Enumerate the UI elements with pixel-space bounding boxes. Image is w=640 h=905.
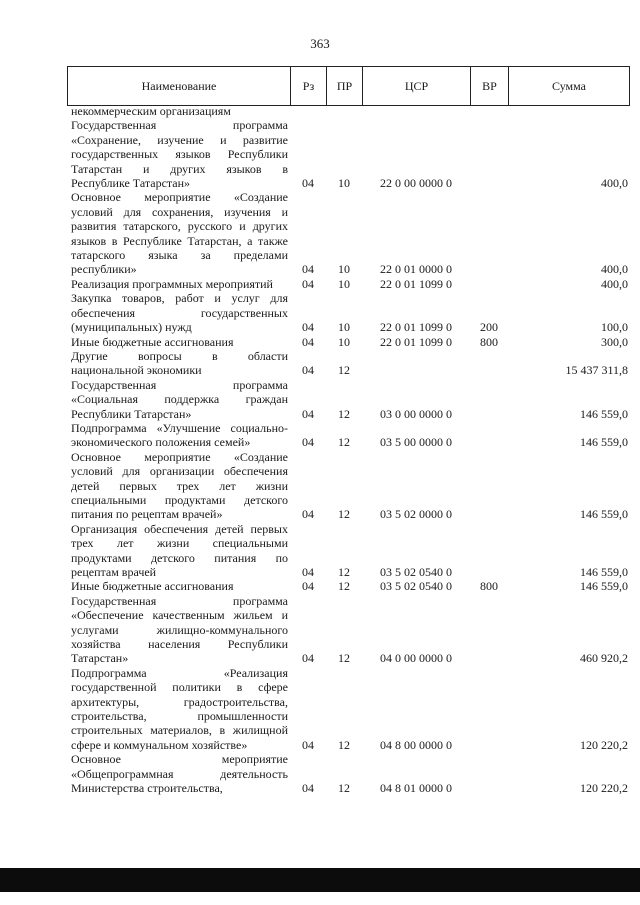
- row-name-line: Основное мероприятие: [71, 752, 288, 767]
- page-number: 363: [310, 36, 330, 51]
- row-name-line: услугами жилищно-коммунального: [71, 622, 288, 637]
- row-name: [67, 666, 290, 752]
- row-name-line: Республики Татарстан»: [71, 406, 192, 421]
- table-row: [67, 594, 630, 666]
- row-sum: 146 559,0: [580, 565, 628, 579]
- table-row: [67, 666, 630, 752]
- row-name: [67, 118, 290, 190]
- row-name-line: Основное мероприятие «Создание: [71, 449, 288, 464]
- row-sum: 146 559,0: [580, 406, 628, 421]
- row-pr: 10: [338, 320, 350, 335]
- row-name: [67, 378, 290, 421]
- row-vr: 800: [480, 579, 498, 594]
- row-name-line: «Сохранение, изучение и развитие: [71, 132, 288, 147]
- row-rz: 04: [302, 406, 314, 421]
- row-name-line: рецептам врачей: [71, 565, 157, 579]
- row-name-line: «Общепрограммная деятельность: [71, 766, 288, 781]
- row-rz: 04: [302, 334, 314, 349]
- row-name-line: условий для сохранения, изучения и: [71, 204, 288, 219]
- row-sum: 15 437 311,8: [565, 363, 628, 378]
- row-name: [67, 421, 290, 450]
- row-name-line: Закупка товаров, работ и услуг для: [71, 291, 288, 306]
- row-vr: 800: [480, 334, 498, 349]
- row-pr: 12: [338, 435, 350, 450]
- row-pr: 10: [338, 334, 350, 349]
- row-name-line: развития татарского, русского и других: [71, 219, 288, 234]
- row-name-line: Организация обеспечения детей первых: [71, 521, 288, 536]
- row-pr: 12: [338, 651, 350, 666]
- row-rz: 04: [302, 176, 314, 191]
- row-csr: 22 0 01 1099 0: [380, 276, 452, 291]
- row-sum: 146 559,0: [580, 507, 628, 522]
- row-csr: 03 5 00 0000 0: [380, 435, 452, 450]
- row-name-line: обеспечения государственных: [71, 305, 288, 320]
- row-sum: 400,0: [601, 276, 628, 291]
- row-pr: 12: [338, 406, 350, 421]
- header-rz: Рз: [291, 67, 327, 106]
- row-name-line: хозяйства населения Республики: [71, 637, 288, 652]
- header-sum: Сумма: [509, 67, 630, 106]
- row-rz: 04: [302, 579, 314, 594]
- row-sum: 300,0: [601, 334, 628, 349]
- row-sum: 120 220,2: [580, 737, 628, 752]
- table-row: [67, 752, 630, 795]
- row-csr: 03 5 02 0540 0: [380, 565, 452, 579]
- row-pr: 10: [338, 262, 350, 277]
- row-name-line: питания по рецептам врачей»: [71, 507, 223, 522]
- row-name-line: Министерства строительства,: [71, 781, 223, 796]
- row-csr: 04 0 00 0000 0: [380, 651, 452, 666]
- row-rz: 04: [302, 363, 314, 378]
- row-name: [67, 450, 290, 522]
- row-vr: 200: [480, 320, 498, 335]
- row-name-line: Реализация программных мероприятий: [71, 276, 273, 291]
- row-name-line: детей первых трех лет жизни: [71, 478, 288, 493]
- row-rz: 04: [302, 781, 314, 796]
- table-row: [67, 277, 630, 291]
- scan-bottom-edge: [0, 868, 640, 892]
- row-rz: 04: [302, 262, 314, 277]
- row-name: [67, 522, 290, 580]
- row-pr: 10: [338, 176, 350, 191]
- row-pr: 12: [338, 781, 350, 796]
- row-csr: 22 0 00 0000 0: [380, 176, 452, 191]
- row-name-line: Государственная программа: [71, 377, 288, 392]
- row-sum: 146 559,0: [580, 435, 628, 450]
- table-row: [67, 104, 630, 118]
- row-name-line: Государственная программа: [71, 118, 288, 133]
- table-row: [67, 291, 630, 334]
- row-pr: 10: [338, 276, 350, 291]
- row-sum: 400,0: [601, 262, 628, 277]
- row-name: [67, 349, 290, 378]
- row-name-line: Татарстан»: [71, 651, 129, 666]
- row-rz: 04: [302, 435, 314, 450]
- row-name-line: республики»: [71, 262, 137, 277]
- row-sum: 400,0: [601, 176, 628, 191]
- row-sum: 146 559,0: [580, 579, 628, 594]
- row-name-line: продуктами детского питания по: [71, 550, 288, 565]
- table-row: [67, 349, 630, 378]
- row-sum: 460 920,2: [580, 651, 628, 666]
- row-name-line: Татарстан и других языков в: [71, 161, 288, 176]
- row-name-line: условий для организации обеспечения: [71, 464, 288, 479]
- row-pr: 12: [338, 565, 350, 579]
- row-name-line: татарского языка за пределами: [71, 248, 288, 263]
- table-row: [67, 522, 630, 580]
- row-rz: 04: [302, 320, 314, 335]
- budget-table-body: [67, 104, 630, 796]
- row-name-line: Иные бюджетные ассигнования: [71, 579, 234, 594]
- row-name: [67, 277, 290, 291]
- row-name-line: государственной политики в сфере: [71, 680, 288, 695]
- row-name-line: Республике Татарстан»: [71, 176, 191, 191]
- row-name-line: архитектуры, градостроительства,: [71, 694, 288, 709]
- row-name-line: Другие вопросы в области: [71, 348, 288, 363]
- row-name-line: Основное мероприятие «Создание: [71, 190, 288, 205]
- row-name-line: Иные бюджетные ассигнования: [71, 334, 234, 349]
- row-name: [67, 291, 290, 334]
- row-name-line: (муниципальных) нужд: [71, 320, 192, 335]
- header-name: Наименование: [68, 67, 291, 106]
- row-rz: 04: [302, 276, 314, 291]
- row-name: [67, 335, 290, 349]
- table-row: [67, 118, 630, 190]
- row-name-line: «Обеспечение качественным жильем и: [71, 608, 288, 623]
- row-name-line: Подпрограмма «Реализация: [71, 665, 288, 680]
- row-pr: 12: [338, 363, 350, 378]
- row-pr: 12: [338, 737, 350, 752]
- row-name-line: национальной экономики: [71, 363, 202, 378]
- row-csr: 22 0 01 1099 0: [380, 334, 452, 349]
- row-name: [67, 104, 290, 118]
- row-csr: 04 8 01 0000 0: [380, 781, 452, 796]
- row-rz: 04: [302, 507, 314, 522]
- row-pr: 12: [338, 579, 350, 594]
- row-rz: 04: [302, 565, 314, 579]
- header-vr: ВР: [471, 67, 509, 106]
- row-name: [67, 190, 290, 276]
- row-name-line: некоммерческим организациям: [71, 104, 231, 118]
- row-name: [67, 579, 290, 593]
- row-csr: 22 0 01 1099 0: [380, 320, 452, 335]
- row-csr: 03 5 02 0540 0: [380, 579, 452, 594]
- row-name: [67, 752, 290, 795]
- row-name-line: «Социальная поддержка граждан: [71, 392, 288, 407]
- row-sum: 120 220,2: [580, 781, 628, 796]
- table-row: [67, 421, 630, 450]
- row-csr: 04 8 00 0000 0: [380, 737, 452, 752]
- table-header: [67, 66, 630, 106]
- row-name-line: государственных языков Республики: [71, 147, 288, 162]
- table-row: [67, 450, 630, 522]
- row-name-line: специальными продуктами детского: [71, 492, 288, 507]
- row-name-line: Государственная программа: [71, 593, 288, 608]
- row-rz: 04: [302, 651, 314, 666]
- row-name-line: строительства, промышленности: [71, 709, 288, 724]
- table-row: [67, 378, 630, 421]
- row-name-line: строительных материалов, в жилищной: [71, 723, 288, 738]
- header-pr: ПР: [327, 67, 363, 106]
- table-row: [67, 335, 630, 349]
- row-name-line: сфере и коммунальном хозяйстве»: [71, 737, 248, 752]
- row-pr: 12: [338, 507, 350, 522]
- row-rz: 04: [302, 737, 314, 752]
- row-csr: 03 0 00 0000 0: [380, 406, 452, 421]
- row-name-line: Подпрограмма «Улучшение социально-: [71, 420, 288, 435]
- row-name-line: трех лет жизни специальными: [71, 536, 288, 551]
- row-csr: 03 5 02 0000 0: [380, 507, 452, 522]
- header-csr: ЦСР: [363, 67, 471, 106]
- row-csr: 22 0 01 0000 0: [380, 262, 452, 277]
- row-name: [67, 594, 290, 666]
- row-name-line: языков в Республике Татарстан, а также: [71, 233, 288, 248]
- row-sum: 100,0: [601, 320, 628, 335]
- table-row: [67, 190, 630, 276]
- row-name-line: экономического положения семей»: [71, 435, 251, 450]
- table-row: [67, 579, 630, 593]
